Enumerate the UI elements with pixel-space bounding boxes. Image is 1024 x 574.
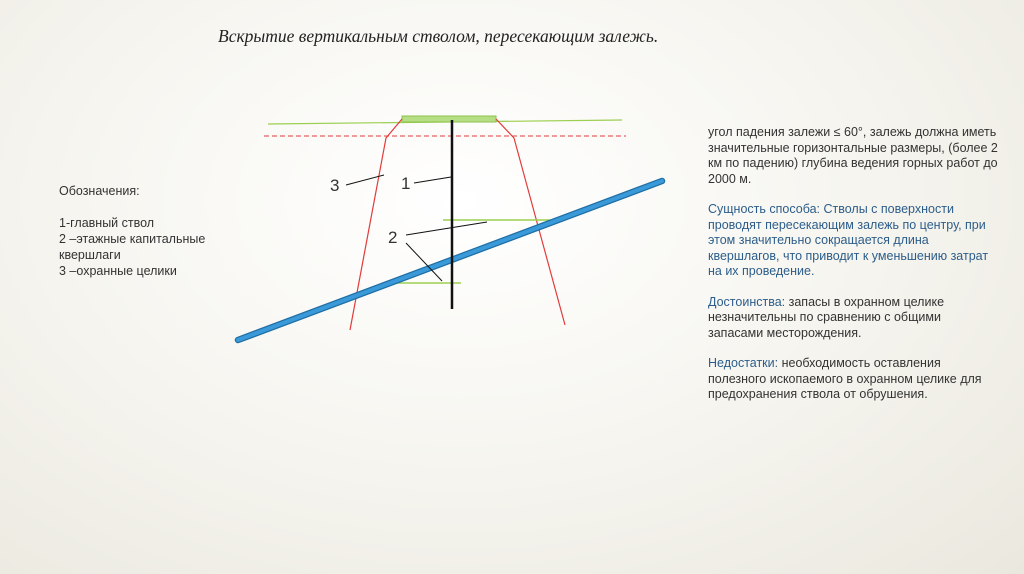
legend (59, 183, 249, 279)
essence-text: Стволы с поверхности проводят пересекающим залежь по центру, при этом значительно сокращается длина квершлагов, что приводит к уменьшению затрат на их проведение. (708, 202, 989, 278)
label-pillars: 3 (330, 176, 340, 195)
advantages-text: запасы в охранном целике незначительны по сравнению с общими запасами месторождения. (708, 294, 945, 340)
info-disadvantages (708, 356, 998, 403)
leader-line-2a (406, 222, 487, 235)
ore-body-fill (238, 181, 662, 340)
essence-label: Сущность способа: (708, 202, 820, 216)
advantages-label: Достоинства: (708, 294, 786, 309)
slide-title: Вскрытие вертикальным стволом, пересекающим залежь. (218, 26, 659, 46)
info-conditions: угол падения залежи ≤ 60°, залежь должна иметь значительные горизонтальные размеры, (более 2 км по падению) глубина ведения горных работ до 2000 м. (708, 125, 998, 186)
label-crosscuts: 2 (388, 228, 398, 247)
legend-heading: Обозначения: (59, 184, 140, 198)
leader-line-1 (414, 177, 451, 183)
disadvantages-label: Недостатки: (708, 356, 779, 370)
legend-item-shaft: 1-главный ствол (59, 216, 155, 230)
info-essence (708, 202, 998, 280)
disadvantages-text: необходимость оставления полезного ископаемого в охранном целике для предохранения ствола от обрушения. (708, 356, 982, 401)
legend-spacer (59, 199, 249, 215)
info-advantages (708, 295, 998, 342)
info-panel (708, 125, 998, 418)
legend-item-crosscuts: 2 –этажные капитальные квершлаги (59, 232, 206, 262)
label-shaft: 1 (401, 174, 411, 193)
shaft-collar (402, 116, 496, 122)
legend-item-pillars: 3 –охранные целики (59, 264, 177, 278)
